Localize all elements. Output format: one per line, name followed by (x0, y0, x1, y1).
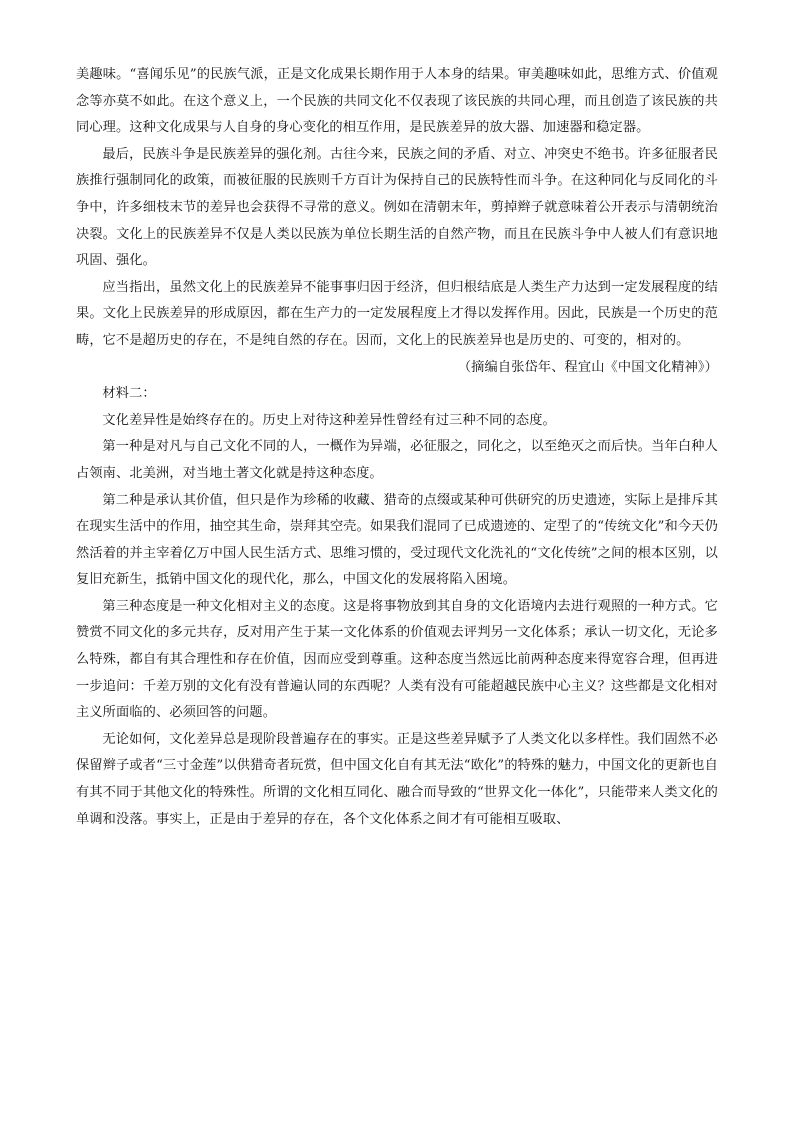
paragraph-third-attitude: 第三种态度是一种文化相对主义的态度。这是将事物放到其自身的文化语境内去进行观照的一种方式。它赞赏不同文化的多元共存，反对用产生于某一文化体系的价值观去评判另一文化体系；承认一切文化，无论多么特殊，都自有其合理性和存在价值，因而应受到尊重。这种态度当然远比前两种态度来得宽容合理，但再进一步追问：千差万别的文化有没有普遍认同的东西呢？人类有没有可能超越民族中心主义？这些都是文化相对主义所面临的、必须回答的问题。 (76, 598, 718, 721)
paragraph-ethnic-struggle: 最后，民族斗争是民族差异的强化剂。古往今来，民族之间的矛盾、对立、冲突史不绝书。许多征服者民族推行强制同化的政策，而被征服的民族则千方百计为保持自己的民族特性而斗争。在这种同化与反同化的斗争中，许多细枝末节的差异也会获得不寻常的意义。例如在清朝末年，剪掉辫子就意味着公开表示与清朝统治决裂。文化上的民族差异不仅是人类以民族为单位长期生活的自然产物，而且在民族斗争中人被人们有意识地巩固、强化。 (76, 146, 718, 269)
paragraph-continuation: 美趣味。“喜闻乐见”的民族气派，正是文化成果长期作用于人本身的结果。审美趣味如此，思维方式、价值观念等亦莫不如此。在这个意义上，一个民族的共同文化不仅表现了该民族的共同心理，而且创造了该民族的共同心理。这种文化成果与人自身的身心变化的相互作用，是民族差异的放大器、加速器和稳定器。 (76, 67, 718, 136)
paragraph-three-attitudes: 文化差异性是始终存在的。历史上对待这种差异性曾经有过三种不同的态度。 (102, 412, 556, 428)
material-two-heading: 材料二： (102, 386, 156, 402)
paragraph-first-attitude: 第一种是对凡与自己文化不同的人，一概作为异端，必征服之，同化之，以至绝灭之而后快。当年白种人占领南、北美洲，对当地土著文化就是持这种态度。 (76, 439, 718, 481)
paragraph-second-attitude: 第二种是承认其价值，但只是作为珍稀的收藏、猎奇的点缀或某种可供研究的历史遗迹，实际上是排斥其在现实生活中的作用，抽空其生命，崇拜其空壳。如果我们混同了已成遗迹的、定型了的“传统文化”和今天仍然活着的并主宰着亿万中国人民生活方式、思维习惯的，受过现代文化洗礼的“文化传统”之间的根本区别，以复旧充新生，抵销中国文化的现代化，那么，中国文化的发展将陷入困境。 (76, 492, 718, 588)
source-citation: （摘编自张岱年、程宜山《中国文化精神》） (457, 359, 718, 375)
paragraph-productivity: 应当指出，虽然文化上的民族差异不能事事归因于经济，但归根结底是人类生产力达到一定发展程度的结果。文化上民族差异的形成原因，都在生产力的一定发展程度上才得以发挥作用。因此，民族是一个历史的范畴，它不是超历史的存在，不是纯自然的存在。因而，文化上的民族差异也是历史的、可变的，相对的。 (76, 279, 718, 348)
document-page (76, 62, 718, 833)
paragraph-conclusion: 无论如何，文化差异总是现阶段普遍存在的事实。正是这些差异赋予了人类文化以多样性。我们固然不必保留辫子或者“三寸金莲”以供猎奇者玩赏，但中国文化自有其无法“欧化”的特殊的魅力，中国文化的更新也自有其不同于其他文化的特殊性。所谓的文化相互同化、融合而导致的“世界文化一体化”，只能带来人类文化的单调和没落。事实上，正是由于差异的存在，各个文化体系之间才有可能相互吸取、 (76, 731, 718, 827)
